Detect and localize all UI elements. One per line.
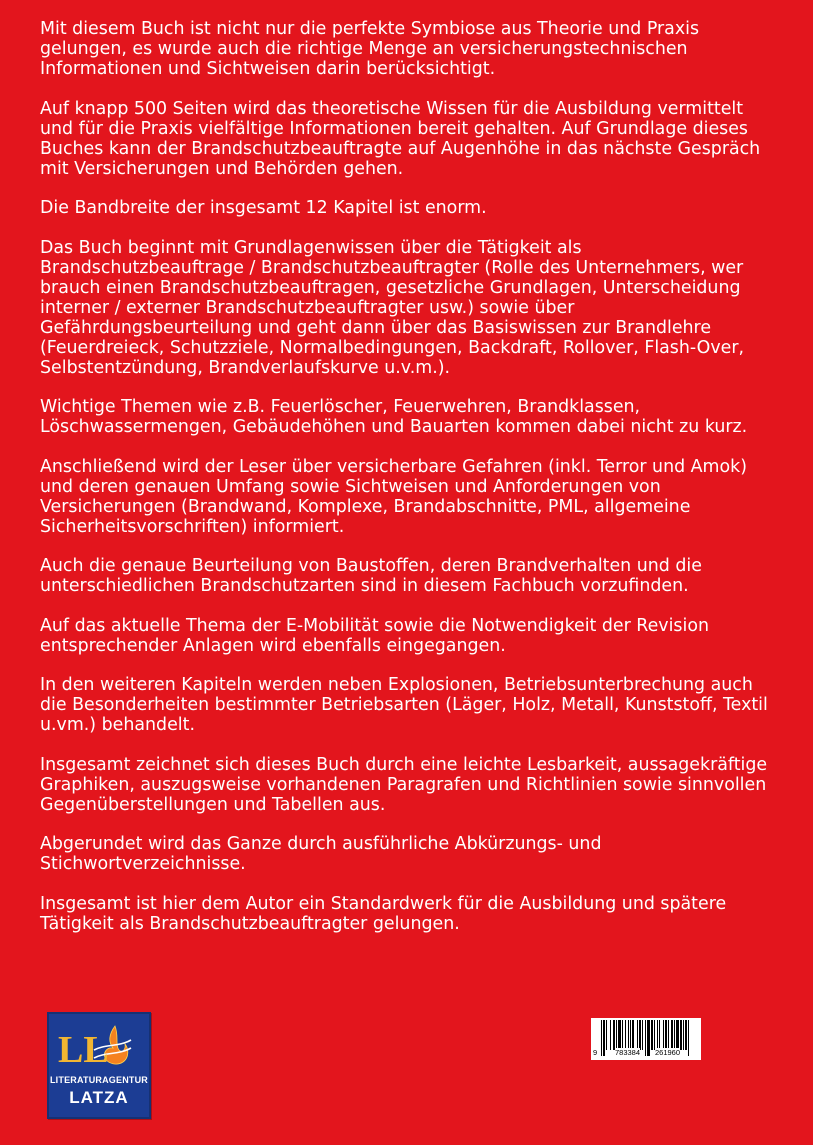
barcode-digits-group2: 261960	[655, 1048, 681, 1057]
barcode-stripe	[680, 1020, 682, 1050]
barcode-stripe	[610, 1020, 611, 1050]
barcode-stripe	[657, 1020, 658, 1050]
barcode-stripe	[685, 1020, 687, 1050]
barcode-stripe	[628, 1020, 629, 1050]
logo-letters: LL	[58, 1029, 109, 1071]
paragraph-materials: Auch die genaue Beurteilung von Baustoffen, deren Brandverhalten und die unterschiedlichen Brandschutzarten sind in diesem Fachbuch vorzufinden.	[40, 556, 702, 596]
barcode-stripe	[645, 1020, 646, 1056]
paragraph-pages: Auf knapp 500 Seiten wird das theoretische Wissen für die Ausbildung vermittelt und für die Praxis vielfältige Informationen bereit gehalten. Auf Grundlage dieses Buches kann der Brandschutzbeauftragte auf Augenhöhe in das nächste Gespräch mit Versicherungen und Behörden gehen.	[40, 98, 761, 179]
barcode-stripe	[676, 1020, 679, 1050]
paragraph-insurance: Anschließend wird der Leser über versicherbare Gefahren (inkl. Terror und Amok) und deren genauen Umfang sowie Sichtweisen und Anforderungen von Versicherungen (Brandwand, Komplexe, Brandabschnitte, PML, allgemeine Sicherheitsvorschriften) informiert.	[40, 456, 747, 537]
paragraph-basics: Das Buch beginnt mit Grundlagenwissen über die Tätigkeit als Brandschutzbeauftrage / Brandschutzbeauftragter (Rolle des Unternehmers, wer brauch einen Brandschutzbeauftragen, gesetzliche Grundlagen, Unterscheidung interner / externer Brandschutzbeauftragter usw.) sowie über Gefährdungsbeurteilung und geht dann über das Basiswissen zur Brandlehre (Feuerdreieck, Schutzziele, Normalbedingungen, Backdraft, Rollover, Flash-Over, Selbstentzündung, Brandverlaufskurve u.v.m.).	[40, 237, 745, 378]
paragraph-index: Abgerundet wird das Ganze durch ausführliche Abkürzungs- und Stichwortverzeichnisse.	[40, 834, 602, 874]
barcode-stripe	[683, 1020, 684, 1050]
barcode-stripe	[665, 1020, 667, 1050]
paragraph-readability: Insgesamt zeichnet sich dieses Buch durch eine leichte Lesbarkeit, aussagekräftige Graphiken, auszugsweise vorhandenen Paragrafen und Richtlinien sowie sinnvollen Gegenüberstellungen und Tabellen aus.	[40, 754, 768, 815]
barcode-stripe	[613, 1020, 615, 1050]
barcode-stripe	[625, 1020, 626, 1050]
paragraph-conclusion: Insgesamt ist hier dem Autor ein Standardwerk für die Ausbildung und spätere Tätigkeit als Brandschutzbeauftragter gelungen.	[40, 893, 727, 934]
paragraph-intro: Mit diesem Buch ist nicht nur die perfekte Symbiose aus Theorie und Praxis gelungen, es wurde auch die richtige Menge an versicherungstechnischen Informationen und Sichtweisen darin berücksichtigt.	[40, 19, 700, 79]
barcode-stripe	[601, 1020, 602, 1056]
barcode-stripe	[637, 1020, 638, 1050]
logo-text-line1: LITERATURAGENTUR	[49, 1075, 149, 1085]
isbn-barcode	[591, 1018, 701, 1060]
barcode-stripe	[622, 1020, 623, 1050]
paragraph-chapters-more: In den weiteren Kapiteln werden neben Explosionen, Betriebsunterbrechung auch die Besonderheiten bestimmter Betriebsarten (Läger, Holz, Metall, Kunststoff, Textil u.vm.) behandelt.	[40, 675, 768, 735]
barcode-stripe	[632, 1020, 634, 1050]
barcode-stripe	[616, 1020, 617, 1050]
barcode-stripe	[659, 1020, 660, 1050]
barcode-stripe	[647, 1020, 650, 1056]
barcode-bars	[591, 1018, 701, 1060]
logo-text-line2: LATZA	[69, 1088, 129, 1107]
barcode-stripe	[654, 1020, 655, 1050]
back-cover-text	[40, 19, 780, 953]
paragraph-topics: Wichtige Themen wie z.B. Feuerlöscher, Feuerwehren, Brandklassen, Löschwassermengen, Gebäudehöhen und Bauarten kommen dabei nicht zu kurz.	[40, 397, 748, 437]
barcode-stripe	[671, 1020, 673, 1050]
barcode-first-digit: 9	[593, 1048, 598, 1057]
barcode-stripe	[603, 1020, 605, 1056]
paragraph-emobility: Auf das aktuelle Thema der E-Mobilität sowie die Notwendigkeit der Revision entsprechender Anlagen wird ebenfalls eingegangen.	[40, 615, 709, 656]
barcode-stripe	[639, 1020, 641, 1050]
barcode-stripe	[642, 1020, 643, 1050]
barcode-stripe	[630, 1020, 631, 1050]
barcode-stripe	[606, 1020, 607, 1050]
paragraph-chapters: Die Bandbreite der insgesamt 12 Kapitel ist enorm.	[40, 198, 487, 218]
barcode-digits-group1: 783384	[615, 1048, 641, 1057]
publisher-logo	[47, 1012, 151, 1119]
barcode-stripe	[663, 1020, 664, 1050]
barcode-stripe	[688, 1020, 689, 1056]
barcode-stripe	[651, 1020, 653, 1050]
barcode-stripe	[618, 1020, 621, 1050]
barcode-stripe	[674, 1020, 675, 1050]
barcode-stripe	[668, 1020, 669, 1050]
